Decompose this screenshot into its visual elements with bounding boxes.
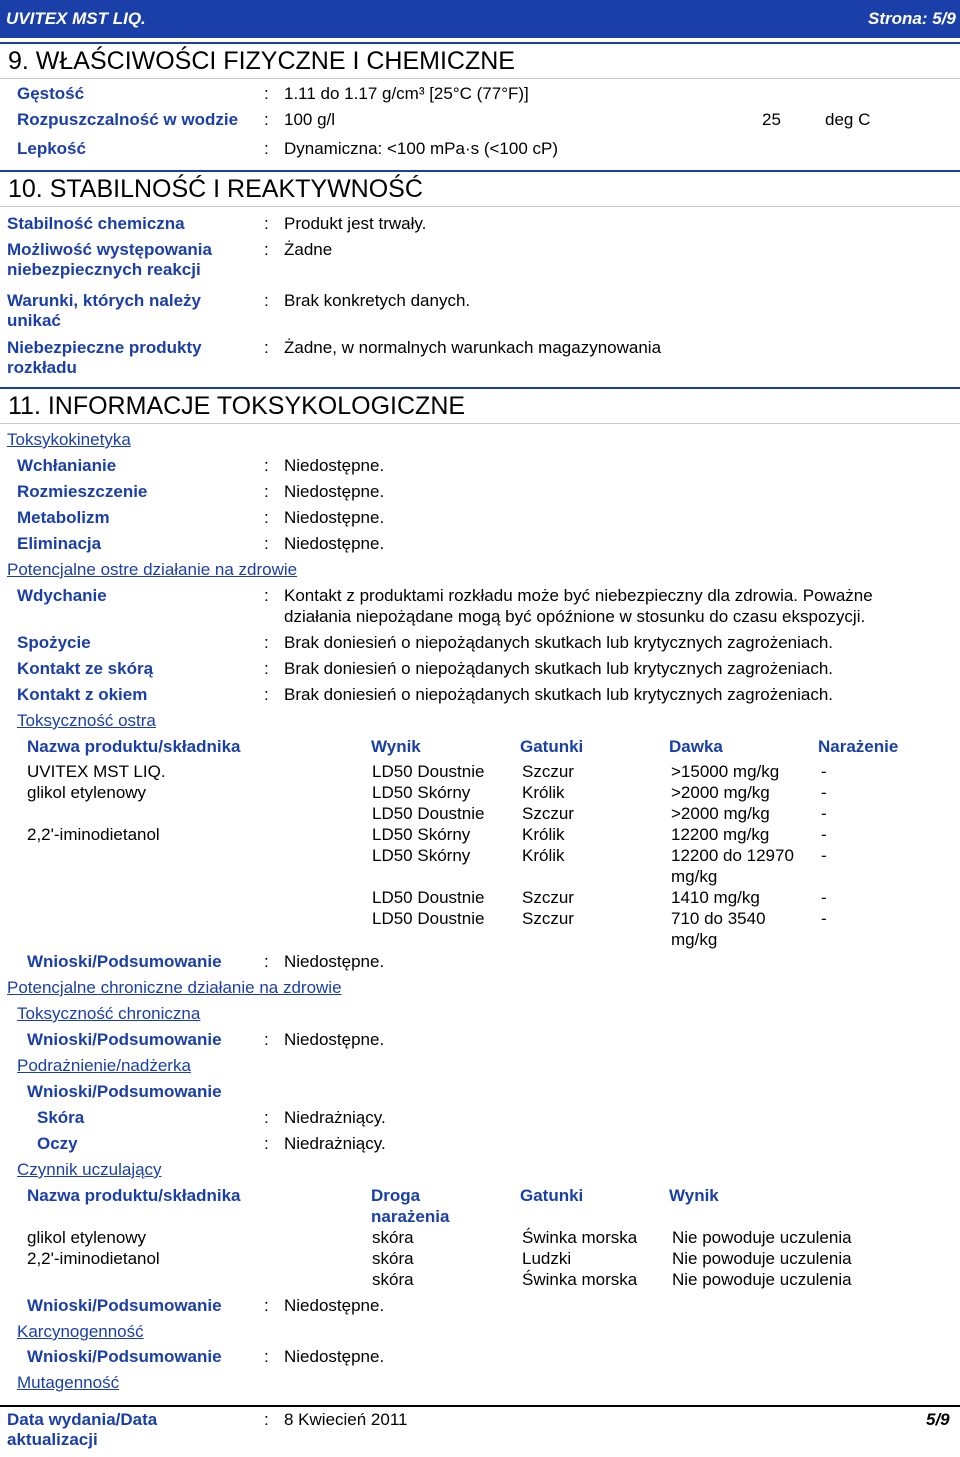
acute-conclusions-value: Niedostępne.	[284, 952, 385, 971]
acute-cell-dose: mg/kg	[671, 867, 718, 886]
hazard-label-1: Możliwość występowania	[7, 240, 212, 259]
sens-cell-species: Świnka morska	[522, 1270, 638, 1289]
acute-col-name: Nazwa produktu/składnika	[27, 737, 241, 756]
header-product: UVITEX MST LIQ.	[6, 9, 146, 28]
sens-cell-name: 2,2'-iminodietanol	[27, 1249, 160, 1268]
skin-value: Brak doniesień o niepożądanych skutkach lub krytycznych zagrożeniach.	[284, 659, 834, 678]
acute-cell-dose: 12200 do 12970	[671, 846, 794, 865]
sens-cell-result: Nie powoduje uczulenia	[672, 1249, 852, 1268]
distribution-value: Niedostępne.	[284, 482, 385, 501]
acute-cell-result: LD50 Doustnie	[372, 762, 485, 781]
sens-conclusions-label: Wnioski/Podsumowanie	[27, 1296, 222, 1315]
acute-cell-exposure: -	[821, 825, 827, 844]
acute-cell-species: Szczur	[522, 804, 574, 823]
absorption-value: Niedostępne.	[284, 456, 385, 475]
metabolism-label: Metabolizm	[17, 508, 110, 527]
sens-cell-result: Nie powoduje uczulenia	[672, 1228, 852, 1247]
viscosity-value: Dynamiczna: <100 mPa·s (<100 cP)	[284, 139, 559, 158]
acute-cell-species: Królik	[522, 783, 565, 802]
colon: :	[264, 482, 269, 501]
acute-conclusions-label: Wnioski/Podsumowanie	[27, 952, 222, 971]
colon: :	[264, 952, 269, 971]
sens-col-result: Wynik	[669, 1186, 719, 1205]
carc-conclusions-label: Wnioski/Podsumowanie	[27, 1347, 222, 1366]
sens-cell-species: Ludzki	[522, 1249, 572, 1268]
irritation-eyes-value: Niedrażniący.	[284, 1134, 386, 1153]
carcinogenicity-heading: Karcynogenność	[17, 1322, 144, 1341]
sens-cell-route: skóra	[372, 1228, 414, 1247]
acute-cell-species: Szczur	[522, 888, 574, 907]
decomp-value: Żadne, w normalnych warunkach magazynowania	[284, 338, 662, 357]
colon: :	[264, 1030, 269, 1049]
colon: :	[264, 633, 269, 652]
acute-col-exposure: Narażenie	[818, 737, 899, 756]
elimination-label: Eliminacja	[17, 534, 102, 553]
colon: :	[264, 214, 269, 233]
sensitiser-heading: Czynnik uczulający	[17, 1160, 162, 1179]
acute-cell-dose: >2000 mg/kg	[671, 804, 770, 823]
footer-date-value: 8 Kwiecień 2011	[284, 1410, 408, 1429]
acute-heading: Potencjalne ostre działanie na zdrowie	[7, 560, 298, 579]
sens-col-species: Gatunki	[520, 1186, 584, 1205]
sens-cell-species: Świnka morska	[522, 1228, 638, 1247]
acute-cell-dose: mg/kg	[671, 930, 718, 949]
acute-cell-species: Szczur	[522, 762, 574, 781]
avoid-label-2: unikać	[7, 311, 61, 330]
inhalation-value-1: Kontakt z produktami rozkładu może być niebezpieczny dla zdrowia. Poważne	[284, 586, 873, 605]
colon: :	[264, 508, 269, 527]
density-label: Gęstość	[17, 84, 85, 103]
acute-cell-result: LD50 Doustnie	[372, 909, 485, 928]
acute-cell-result: LD50 Doustnie	[372, 804, 485, 823]
solubility-value: 100 g/l	[284, 110, 336, 129]
chronic-conclusions-label: Wnioski/Podsumowanie	[27, 1030, 222, 1049]
colon: :	[264, 456, 269, 475]
carc-conclusions-value: Niedostępne.	[284, 1347, 385, 1366]
footer-page: 5/9	[926, 1410, 950, 1429]
viscosity-label: Lepkość	[17, 139, 86, 158]
irritation-conclusions-label: Wnioski/Podsumowanie	[27, 1082, 222, 1101]
colon: :	[264, 240, 269, 259]
acute-cell-name: UVITEX MST LIQ.	[27, 762, 166, 781]
section-10-title: 10. STABILNOŚĆ I REAKTYWNOŚĆ	[8, 175, 423, 203]
sens-conclusions-value: Niedostępne.	[284, 1296, 385, 1315]
acute-cell-exposure: -	[821, 783, 827, 802]
acute-cell-exposure: -	[821, 846, 827, 865]
solubility-unit: deg C	[825, 110, 871, 129]
colon: :	[264, 534, 269, 553]
absorption-label: Wchłanianie	[17, 456, 117, 475]
avoid-label-1: Warunki, których należy	[7, 291, 201, 310]
colon: :	[264, 1296, 269, 1315]
skin-label: Kontakt ze skórą	[17, 659, 154, 678]
colon: :	[264, 1134, 269, 1153]
acute-cell-dose: >15000 mg/kg	[671, 762, 780, 781]
acute-cell-exposure: -	[821, 804, 827, 823]
inhalation-value-2: działania niepożądane mogą być opóźnione w stosunku do czasu ekspozycji.	[284, 607, 866, 626]
acute-cell-exposure: -	[821, 762, 827, 781]
colon: :	[264, 1410, 269, 1429]
acute-cell-result: LD50 Doustnie	[372, 888, 485, 907]
irritation-heading: Podrażnienie/nadżerka	[17, 1056, 191, 1075]
ingestion-label: Spożycie	[17, 633, 91, 652]
acute-cell-dose: 1410 mg/kg	[671, 888, 760, 907]
solubility-temp: 25	[762, 110, 781, 129]
sens-col-name: Nazwa produktu/składnika	[27, 1186, 241, 1205]
density-value: 1.11 do 1.17 g/cm³ [25°C (77°F)]	[284, 84, 529, 103]
irritation-skin-value: Niedrażniący.	[284, 1108, 386, 1127]
acute-cell-result: LD50 Skórny	[372, 825, 471, 844]
colon: :	[264, 685, 269, 704]
mutagenicity-heading: Mutagenność	[17, 1373, 120, 1392]
acute-cell-result: LD50 Skórny	[372, 783, 471, 802]
colon: :	[264, 1347, 269, 1366]
ingestion-value: Brak doniesień o niepożądanych skutkach lub krytycznych zagrożeniach.	[284, 633, 834, 652]
colon: :	[264, 291, 269, 310]
decomp-label-2: rozkładu	[7, 358, 77, 377]
footer-date-label-2: aktualizacji	[7, 1430, 98, 1449]
solubility-label: Rozpuszczalność w wodzie	[17, 110, 239, 129]
metabolism-value: Niedostępne.	[284, 508, 385, 527]
acute-cell-exposure: -	[821, 888, 827, 907]
eye-label: Kontakt z okiem	[17, 685, 148, 704]
hazard-label-2: niebezpiecznych reakcji	[7, 260, 201, 279]
acute-cell-result: LD50 Skórny	[372, 846, 471, 865]
acute-cell-dose: >2000 mg/kg	[671, 783, 770, 802]
acute-col-species: Gatunki	[520, 737, 584, 756]
chronic-tox-heading: Toksyczność chroniczna	[17, 1004, 201, 1023]
sens-cell-result: Nie powoduje uczulenia	[672, 1270, 852, 1289]
header-bar	[0, 0, 960, 38]
acute-col-result: Wynik	[371, 737, 421, 756]
toxicokinetics-heading: Toksykokinetyka	[7, 430, 131, 449]
sens-cell-route: skóra	[372, 1270, 414, 1289]
stability-value: Produkt jest trwały.	[284, 214, 427, 233]
elimination-value: Niedostępne.	[284, 534, 385, 553]
acute-cell-name: 2,2'-iminodietanol	[27, 825, 160, 844]
irritation-eyes-label: Oczy	[37, 1134, 78, 1153]
chronic-heading: Potencjalne chroniczne działanie na zdrowie	[7, 978, 342, 997]
sens-col-route-1: Droga	[371, 1186, 421, 1205]
acute-cell-dose: 710 do 3540	[671, 909, 766, 928]
acute-cell-species: Szczur	[522, 909, 574, 928]
decomp-label-1: Niebezpieczne produkty	[7, 338, 202, 357]
acute-cell-exposure: -	[821, 909, 827, 928]
colon: :	[264, 338, 269, 357]
chronic-conclusions-value: Niedostępne.	[284, 1030, 385, 1049]
acute-col-dose: Dawka	[669, 737, 723, 756]
irritation-skin-label: Skóra	[37, 1108, 85, 1127]
section-9-title: 9. WŁAŚCIWOŚCI FIZYCZNE I CHEMICZNE	[8, 47, 515, 75]
colon: :	[264, 1108, 269, 1127]
acute-cell-name: glikol etylenowy	[27, 783, 147, 802]
stability-label: Stabilność chemiczna	[7, 214, 185, 233]
acute-cell-species: Królik	[522, 825, 565, 844]
footer-date-label-1: Data wydania/Data	[7, 1410, 158, 1429]
colon: :	[264, 659, 269, 678]
colon: :	[264, 139, 269, 158]
colon: :	[264, 586, 269, 605]
header-page: Strona: 5/9	[868, 9, 956, 28]
hazard-value: Żadne	[284, 240, 333, 259]
colon: :	[264, 84, 269, 103]
sens-cell-name: glikol etylenowy	[27, 1228, 147, 1247]
sens-cell-route: skóra	[372, 1249, 414, 1268]
avoid-value: Brak konkretych danych.	[284, 291, 471, 310]
inhalation-label: Wdychanie	[17, 586, 107, 605]
acute-tox-heading: Toksyczność ostra	[17, 711, 156, 730]
section-11-title: 11. INFORMACJE TOKSYKOLOGICZNE	[8, 392, 466, 420]
acute-cell-dose: 12200 mg/kg	[671, 825, 770, 844]
distribution-label: Rozmieszczenie	[17, 482, 148, 501]
sens-col-route-2: narażenia	[371, 1207, 450, 1226]
eye-value: Brak doniesień o niepożądanych skutkach lub krytycznych zagrożeniach.	[284, 685, 834, 704]
acute-cell-species: Królik	[522, 846, 565, 865]
colon: :	[264, 110, 269, 129]
footer-divider	[0, 1405, 960, 1407]
